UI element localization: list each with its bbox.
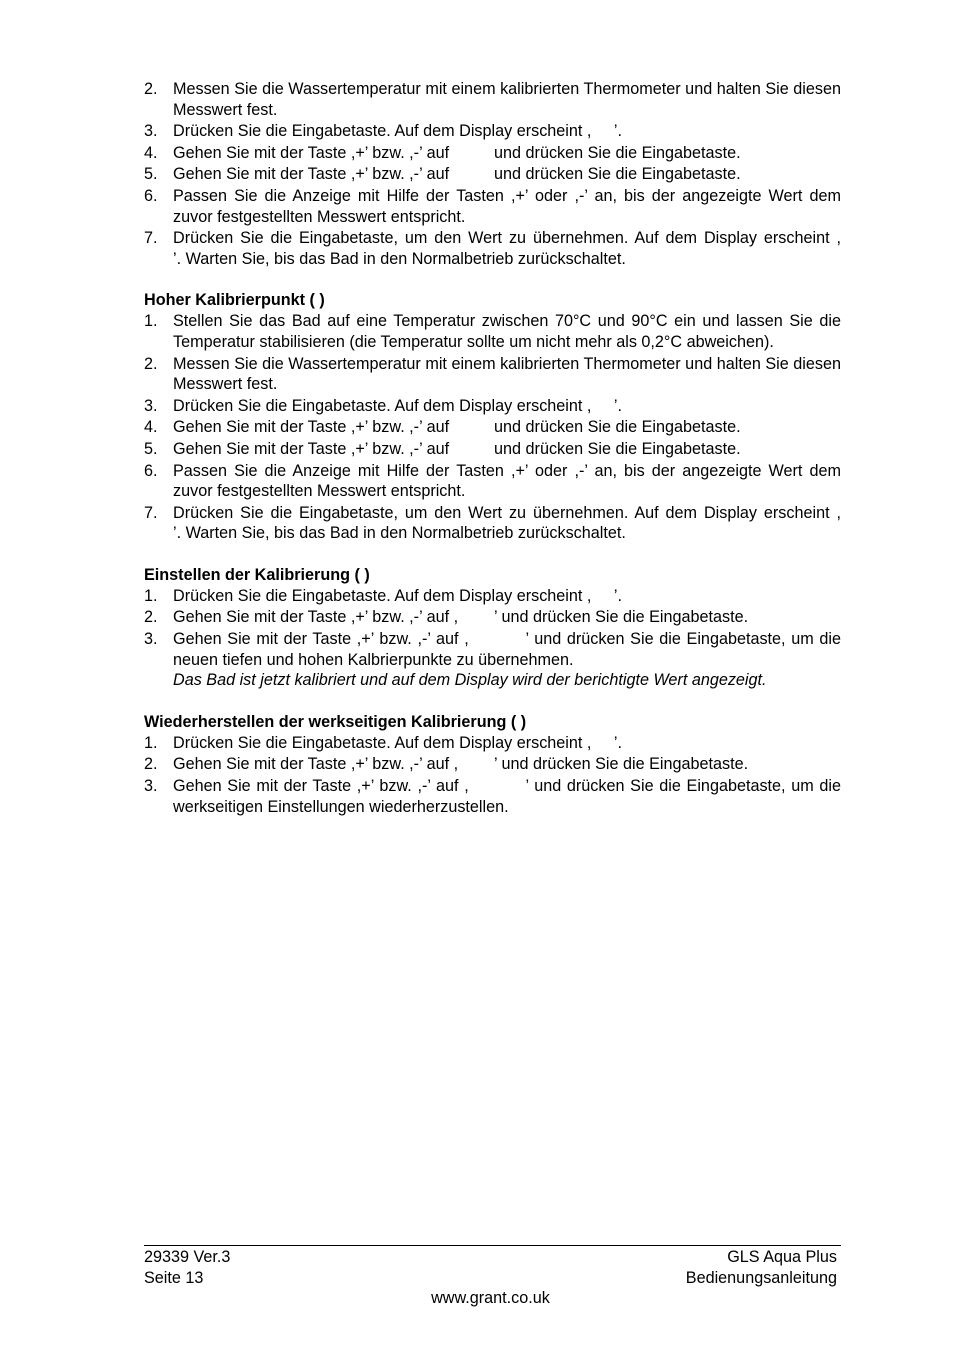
list-item [144,607,841,628]
list-item [144,164,841,185]
step-text: Drücken Sie die Eingabetaste, um den Wert zu übernehmen. Auf dem Display erscheint , ’. Warten Sie, bis das Bad in den Normalbetrieb zurückschaltet. [173,229,873,268]
doc-number: 29339 Ver.3 [144,1248,231,1266]
step-text: Drücken Sie die Eingabetaste. Auf dem Display erscheint , ’. [173,733,622,752]
step-number: 5. [144,165,158,184]
footer-divider [144,1245,841,1246]
section-heading: Wiederherstellen der werkseitigen Kalibrierung ( ) [144,712,527,731]
footer-row-2 [144,1268,837,1289]
step-number: 3. [144,122,158,141]
step-text: Gehen Sie mit der Taste ,+’ bzw. ,-’ auf , ’ und drücken Sie die Eingabetaste, um die werkseitigen Einstellungen wiederherzustellen. [173,777,846,816]
step-number: 7. [144,229,158,248]
list-item [144,186,846,227]
step-note: Das Bad ist jetzt kalibriert und auf dem Display wird der berichtigte Wert angezeigt. [173,671,767,690]
list-item [144,396,841,417]
step-number: 1. [144,312,158,331]
step-text: Gehen Sie mit der Taste ,+’ bzw. ,-’ auf , ’ und drücken Sie die Eingabetaste. [173,755,749,774]
step-text: Drücken Sie die Eingabetaste. Auf dem Display erscheint , ’. [173,396,622,415]
step-text: Passen Sie die Anzeige mit Hilfe der Tasten ,+’ oder ,-’ an, bis der angezeigte Wert dem zuvor festgestellten Messwert entspricht. [173,186,846,226]
step-text: Drücken Sie die Eingabetaste. Auf dem Display erscheint , ’. [173,586,622,605]
section-heading: Hoher Kalibrierpunkt ( ) [144,291,325,310]
section-heading: Einstellen der Kalibrierung ( ) [144,565,370,584]
step-number: 5. [144,439,158,458]
instruction-section [144,565,846,691]
step-number: 7. [144,503,158,522]
list-item [144,586,841,607]
list-item [144,121,841,142]
instruction-section [144,712,846,817]
step-number: 6. [144,186,158,205]
step-number: 2. [144,755,158,774]
step-number: 2. [144,354,158,373]
list-item [144,311,846,352]
page-footer [144,1247,837,1307]
list-item [144,629,846,691]
instructions-body [144,79,873,818]
instruction-section [144,79,873,269]
list-item [144,461,846,502]
step-number: 3. [144,777,158,796]
step-text: Messen Sie die Wassertemperatur mit einem kalibrierten Thermometer und halten Sie diesen Messwert fest. [173,354,846,394]
step-text: Passen Sie die Anzeige mit Hilfe der Tasten ,+’ oder ,-’ an, bis der angezeigte Wert dem zuvor festgestellten Messwert entspricht. [173,461,846,501]
step-list [144,311,873,544]
list-item [144,417,841,438]
page-number: Seite 13 [144,1268,204,1287]
step-text: Drücken Sie die Eingabetaste. Auf dem Display erscheint , ’. [173,122,622,141]
instruction-section [144,290,873,544]
list-item [144,228,873,269]
step-number: 1. [144,586,158,605]
step-text: Gehen Sie mit der Taste ,+’ bzw. ,-’ auf und drücken Sie die Eingabetaste. [173,165,741,184]
step-list [144,79,873,269]
list-item [144,354,846,395]
list-item [144,143,841,164]
step-number: 4. [144,143,158,162]
list-item [144,754,841,775]
step-text: Gehen Sie mit der Taste ,+’ bzw. ,-’ auf und drücken Sie die Eingabetaste. [173,143,741,162]
step-text: Gehen Sie mit der Taste ,+’ bzw. ,-’ auf und drücken Sie die Eingabetaste. [173,439,741,458]
step-text: Messen Sie die Wassertemperatur mit einem kalibrierten Thermometer und halten Sie diesen Messwert fest. [173,80,846,119]
step-text: Gehen Sie mit der Taste ,+’ bzw. ,-’ auf , ’ und drücken Sie die Eingabetaste. [173,608,749,627]
step-text: Stellen Sie das Bad auf eine Temperatur zwischen 70°C und 90°C ein und lassen Sie die Temperatur stabilisieren (die Temperatur sollte um nicht mehr als 0,2°C abweichen). [173,312,846,351]
footer-row-1 [144,1247,837,1268]
step-number: 3. [144,396,158,415]
product-name: GLS Aqua Plus [727,1248,837,1266]
step-number: 6. [144,461,158,480]
list-item [144,79,846,120]
doc-type: Bedienungsanleitung [685,1268,837,1287]
website-url: www.grant.co.uk [431,1289,550,1307]
step-number: 2. [144,80,158,98]
step-text: Gehen Sie mit der Taste ,+’ bzw. ,-’ auf und drücken Sie die Eingabetaste. [173,418,741,437]
step-list [144,733,846,817]
list-item [144,733,841,754]
step-text: Gehen Sie mit der Taste ,+’ bzw. ,-’ auf , ’ und drücken Sie die Eingabetaste, um die neuen tiefen und hohen Kalbrierpunkte zu übernehmen. [173,630,846,669]
step-list [144,586,846,691]
step-number: 1. [144,733,158,752]
list-item [144,503,873,544]
list-item [144,439,841,460]
step-text: Drücken Sie die Eingabetaste, um den Wert zu übernehmen. Auf dem Display erscheint , ’. Warten Sie, bis das Bad in den Normalbetrieb zurückschaltet. [173,503,873,543]
step-number: 3. [144,630,158,649]
list-item [144,776,846,817]
step-number: 2. [144,608,158,627]
step-number: 4. [144,418,158,437]
